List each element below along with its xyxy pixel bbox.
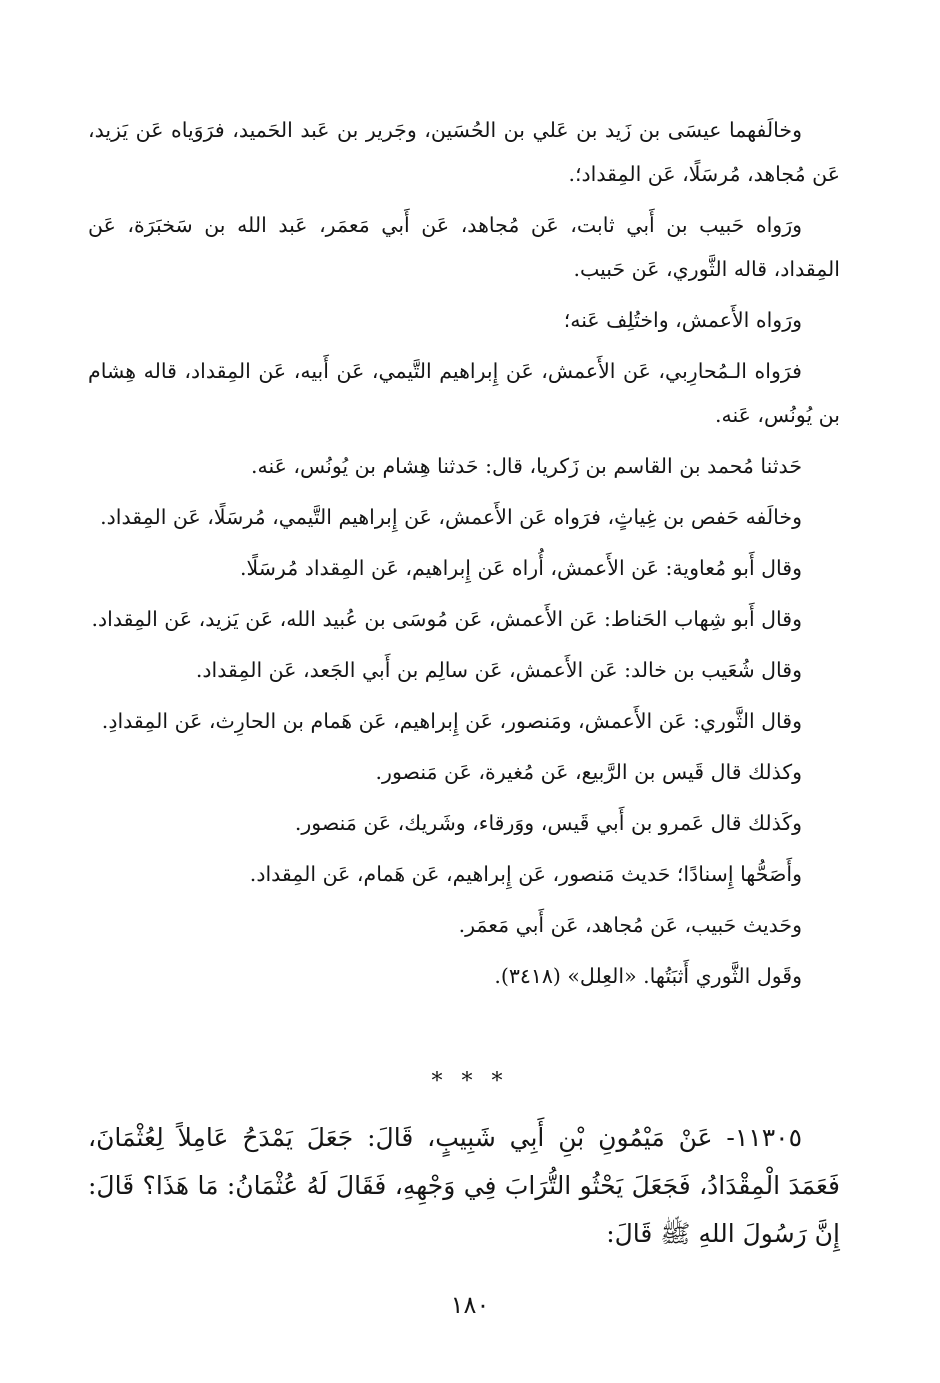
hadith-text: ١١٣٠٥- عَنْ مَيْمُونِ بْنِ أَبِي شَبِيبٍ، قَالَ: جَعَلَ يَمْدَحُ عَامِلاً لِعُثْمَانَ، فَعَمَدَ الْمِقْدَادُ، فَجَعَلَ يَحْثُو التُّرَابَ فِي وَجْهِهِ، فَقَالَ لَهُ عُثْمَانُ: مَا هَذَا؟ قَالَ: إِنَّ رَسُولَ اللهِ ﷺ قَالَ: — [88, 1123, 840, 1248]
paragraph-14: وحَديث حَبيب، عَن مُجاهد، عَن أَبي مَعمَر. — [458, 913, 802, 937]
page-number: ١٨٠ — [450, 1291, 490, 1319]
paragraph-2: ورَواه حَبيب بن أَبي ثابت، عَن مُجاهد، عَن أَبي مَعمَر، عَبد الله بن سَخبَرَة، عَن المِقداد، قاله الثَّوري، عَن حَبيب. — [88, 213, 840, 281]
paragraph-5: حَدثنا مُحمد بن القاسم بن زَكريا، قال: حَدثنا هِشام بن يُونُس، عَنه. — [250, 454, 802, 478]
paragraph-7: وقال أَبو مُعاوية: عَن الأَعمش، أُراه عَن إِبراهيم، عَن المِقداد مُرسَلًا. — [239, 556, 802, 580]
paragraph-4: فرَواه الـمُحارِبي، عَن الأَعمش، عَن إِبراهيم التَّيمي، عَن أَبيه، عَن المِقداد، قاله هِشام بن يُونُس، عَنه. — [88, 359, 840, 427]
paragraph-1: وخالَفهما عيسَى بن زَيد بن عَلي بن الحُسَين، وجَرير بن عَبد الحَميد، فرَوَياه عَن يَزيد، عَن مُجاهد، مُرسَلًا، عَن المِقداد؛. — [88, 118, 840, 186]
section-separator: * * * — [431, 1069, 509, 1094]
paragraph-9: وقال شُعَيب بن خالد: عَن الأَعمش، عَن سالِم بن أَبي الجَعد، عَن المِقداد. — [195, 658, 802, 682]
paragraph-13: وأَصَحُّها إِسنادًا؛ حَديث مَنصور، عَن إِبراهيم، عَن هَمام، عَن المِقداد. — [249, 862, 802, 886]
paragraph-3: ورَواه الأَعمش، واختُلِف عَنه؛ — [563, 308, 802, 332]
paragraph-10: وقال الثَّوري: عَن الأَعمش، ومَنصور، عَن إِبراهيم، عَن هَمام بن الحارِث، عَن المِقدادِ. — [101, 709, 802, 733]
paragraph-11: وكذلك قال قَيس بن الرَّبيع، عَن مُغيرة، عَن مَنصور. — [375, 760, 802, 784]
paragraph-15: وقَول الثَّوري أَثبَتُها. «العِلل» (٣٤١٨). — [494, 964, 802, 988]
paragraph-6: وخالَفه حَفص بن غِياثٍ، فرَواه عَن الأَعمش، عَن إِبراهيم التَّيمي، مُرسَلًا، عَن المِقداد. — [100, 505, 802, 529]
main-text — [88, 108, 840, 998]
paragraph-12: وكَذلك قال عَمرو بن أَبي قَيس، ووَرقاء، وشَريك، عَن مَنصور. — [294, 811, 802, 835]
paragraph-8: وقال أَبو شِهاب الحَناط: عَن الأَعمش، عَن مُوسَى بن عُبيد الله، عَن يَزيد، عَن المِقداد. — [91, 607, 802, 631]
